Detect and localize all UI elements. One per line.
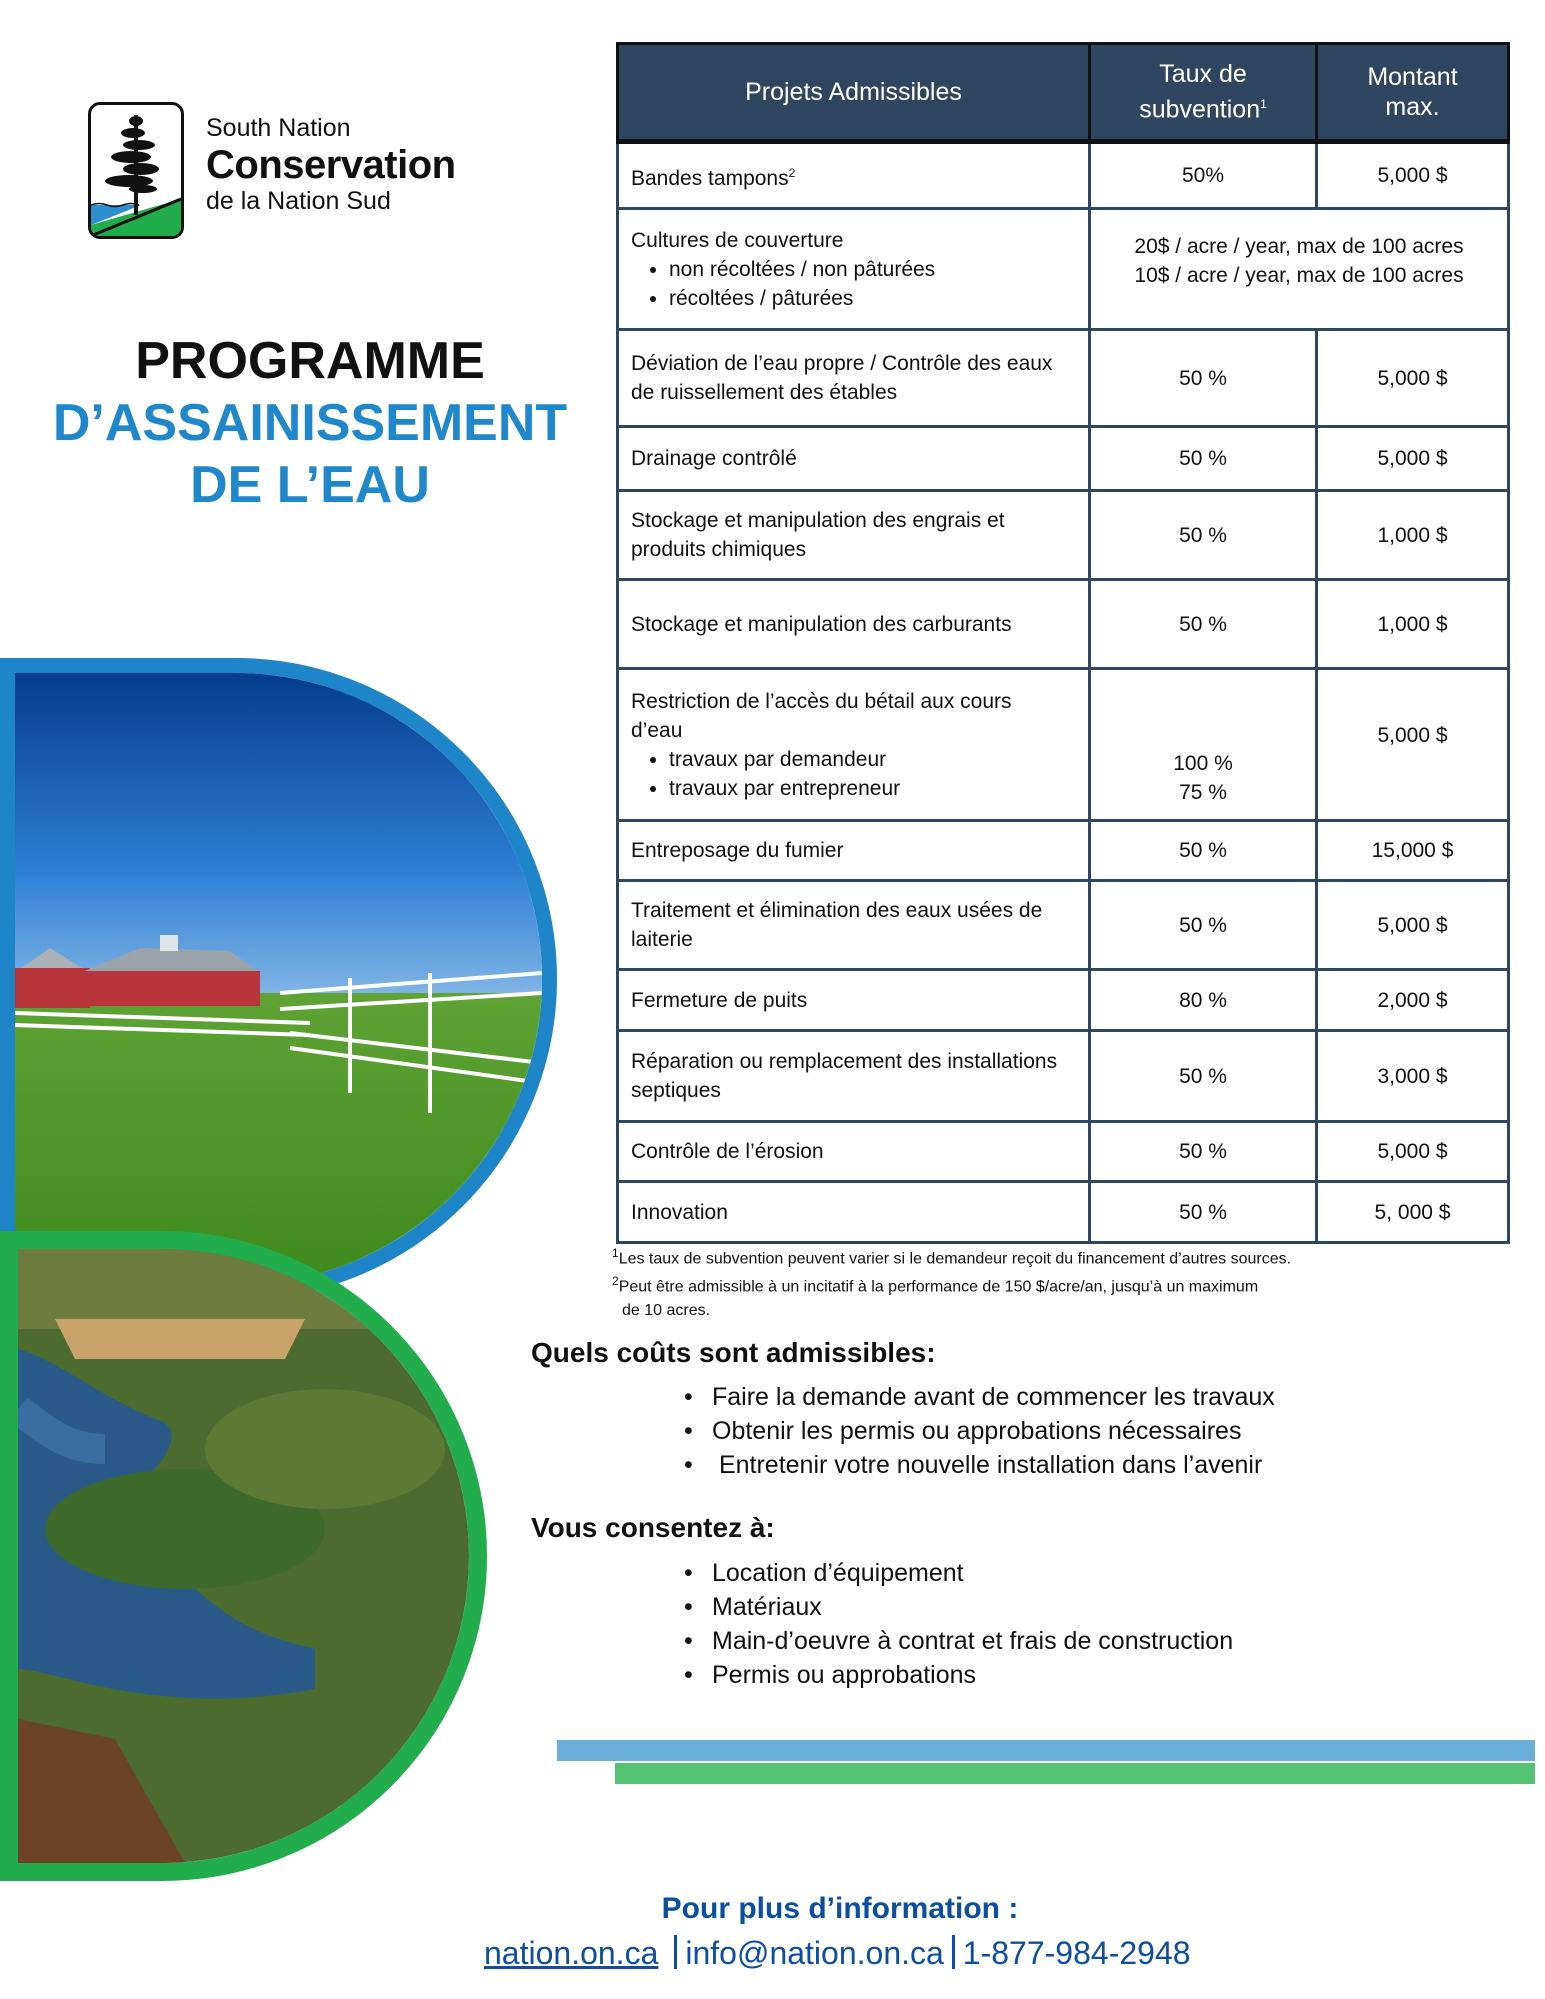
table-row: [618, 580, 1509, 669]
rate-cell: [1090, 669, 1317, 821]
merged-line: 20$ / acre / year, max de 100 acres: [1134, 234, 1464, 258]
max-cell: 1,000 $: [1317, 491, 1509, 580]
logo-line-1: South Nation: [206, 114, 351, 142]
header-project: [618, 44, 1090, 142]
project-cell: [618, 209, 1090, 330]
header-max: [1317, 44, 1509, 142]
project-cell: Réparation ou remplacement des installations septiques: [618, 1031, 1090, 1122]
project-cell: Déviation de l’eau propre / Contrôle des eaux de ruissellement des étables: [618, 330, 1090, 427]
separator: [952, 1935, 955, 1969]
decorative-blue-bar: [557, 1740, 1535, 1761]
project-cell: Contrôle de l’érosion: [618, 1122, 1090, 1182]
list-item: • Main-d’oeuvre à contrat et frais de construction: [684, 1624, 1524, 1658]
title-line-3: DE L’EAU: [190, 456, 430, 514]
list-item: • Permis ou approbations: [684, 1658, 1524, 1692]
logo-text: [206, 116, 506, 214]
title-line-2: D’ASSAINISSEMENT: [52, 394, 568, 452]
project-cell: Fermeture de puits: [618, 970, 1090, 1031]
table-row: [618, 881, 1509, 970]
rate-cell: 50 %: [1090, 821, 1317, 881]
max-cell: 2,000 $: [1317, 970, 1509, 1031]
rate-cell: 50 %: [1090, 1182, 1317, 1243]
project-bullets: [631, 255, 1076, 313]
pine-tree-icon: [91, 105, 181, 236]
table-header-row: [618, 44, 1509, 142]
table-row: [618, 142, 1509, 209]
project-cell: Stockage et manipulation des carburants: [618, 580, 1090, 669]
header-rate-label: Taux de subvention: [1139, 60, 1261, 124]
rate-cell: 50 %: [1090, 427, 1317, 491]
table-row: [618, 821, 1509, 881]
table-row: [618, 1122, 1509, 1182]
bullet-item: • travaux par entrepreneur: [669, 774, 1076, 803]
rate-line: 75 %: [1179, 781, 1227, 804]
project-cell: Stockage et manipulation des engrais et produits chimiques: [618, 491, 1090, 580]
rate-line: 100 %: [1173, 752, 1233, 775]
footnote-2-num: 2: [612, 1274, 619, 1289]
rate-cell: 50%: [1090, 142, 1317, 209]
phone-number[interactable]: 1-877-984-2948: [962, 1935, 1191, 1971]
project-cell: [618, 669, 1090, 821]
eligible-projects-table: [616, 42, 1510, 1244]
footnote-1-text: Les taux de subvention peuvent varier si le demandeur reçoit du financement d’autres sources.: [618, 1250, 1292, 1268]
project-cell: Drainage contrôlé: [618, 427, 1090, 491]
farm-barn-photo: [0, 658, 557, 1300]
table-row: [618, 427, 1509, 491]
header-project-label: Projets Admissibles: [745, 78, 962, 106]
max-cell: 1,000 $: [1317, 580, 1509, 669]
table-row: [618, 209, 1509, 330]
table-row: [618, 330, 1509, 427]
logo-line-2: Conservation: [206, 143, 456, 187]
max-cell: 5,000 $: [1317, 881, 1509, 970]
table-row: [618, 970, 1509, 1031]
email-link[interactable]: info@nation.on.ca: [685, 1935, 944, 1971]
project-cell: [618, 142, 1090, 209]
header-rate: [1090, 44, 1317, 142]
table-row: [618, 1182, 1509, 1243]
list-item: • Location d’équipement: [684, 1556, 1524, 1590]
max-cell: 5, 000 $: [1317, 1182, 1509, 1243]
footnote-1-num: 1: [612, 1246, 619, 1260]
max-cell: 3,000 $: [1317, 1031, 1509, 1122]
max-cell: 5,000 $: [1317, 669, 1509, 821]
eligible-costs-heading: Quels coûts sont admissibles:: [531, 1337, 936, 1368]
contact-heading: Pour plus d’information :: [661, 1892, 1019, 1925]
rate-cell: 50 %: [1090, 491, 1317, 580]
list-item: • Faire la demande avant de commencer les travaux: [684, 1380, 1524, 1414]
logo-line-3: de la Nation Sud: [206, 187, 391, 215]
rate-cell: 50 %: [1090, 1031, 1317, 1122]
header-rate-sup: 1: [1260, 97, 1267, 112]
max-cell: 5,000 $: [1317, 330, 1509, 427]
aerial-river-photo: [0, 1231, 487, 1881]
consent-heading: Vous consentez à:: [531, 1512, 775, 1543]
table-row: [618, 669, 1509, 821]
footnotes: [612, 1242, 1512, 1322]
farm-illustration: [15, 673, 542, 1285]
rate-cell: 50 %: [1090, 881, 1317, 970]
decorative-green-bar: [615, 1763, 1535, 1784]
page-title: [20, 330, 600, 516]
footnote-1: [612, 1242, 1512, 1270]
max-cell: 15,000 $: [1317, 821, 1509, 881]
project-bullets: [631, 745, 1076, 803]
river-illustration: [18, 1249, 469, 1863]
consent-list: [684, 1556, 1524, 1692]
rate-cell: 50 %: [1090, 580, 1317, 669]
rate-cell: 50 %: [1090, 1122, 1317, 1182]
bullet-item: • travaux par demandeur: [669, 745, 1076, 774]
merged-line: 10$ / acre / year, max de 100 acres: [1134, 263, 1464, 287]
header-max-label: Montant max.: [1367, 63, 1458, 121]
project-cell: Traitement et élimination des eaux usées de laiterie: [618, 881, 1090, 970]
bullet-item: • récoltées / pâturées: [669, 284, 1076, 313]
website-link[interactable]: nation.on.ca: [484, 1935, 659, 1971]
contact-line: [484, 1935, 1524, 1972]
footnote-ref: 2: [788, 165, 796, 180]
max-cell: 5,000 $: [1317, 1122, 1509, 1182]
project-cell: Entreposage du fumier: [618, 821, 1090, 881]
rate-cell: 80 %: [1090, 970, 1317, 1031]
footnote-2-cont: de 10 acres.: [622, 1301, 711, 1319]
title-line-1: PROGRAMME: [135, 332, 485, 390]
table-row: [618, 1031, 1509, 1122]
eligible-costs-list: [684, 1380, 1524, 1482]
project-label: Bandes tampons: [631, 166, 789, 190]
list-item: • Entretenir votre nouvelle installation dans l’avenir: [684, 1448, 1524, 1482]
table-row: [618, 491, 1509, 580]
project-label: Cultures de couverture: [631, 228, 844, 252]
max-cell: 5,000 $: [1317, 427, 1509, 491]
rate-cell: 50 %: [1090, 330, 1317, 427]
separator: [674, 1935, 677, 1969]
footnote-2: [612, 1270, 1512, 1298]
bullet-item: • non récoltées / non pâturées: [669, 255, 1076, 284]
footnote-2-text: Peut être admissible à un incitatif à la performance de 150 $/acre/an, jusqu’à un maximum: [618, 1278, 1259, 1296]
max-cell: 5,000 $: [1317, 142, 1509, 209]
list-item: • Obtenir les permis ou approbations nécessaires: [684, 1414, 1524, 1448]
project-label: Restriction de l’accès du bétail aux cours d’eau: [631, 689, 1012, 742]
project-cell: Innovation: [618, 1182, 1090, 1243]
logo-icon: [88, 102, 184, 239]
merged-rate-cell: [1090, 209, 1509, 330]
list-item: • Matériaux: [684, 1590, 1524, 1624]
